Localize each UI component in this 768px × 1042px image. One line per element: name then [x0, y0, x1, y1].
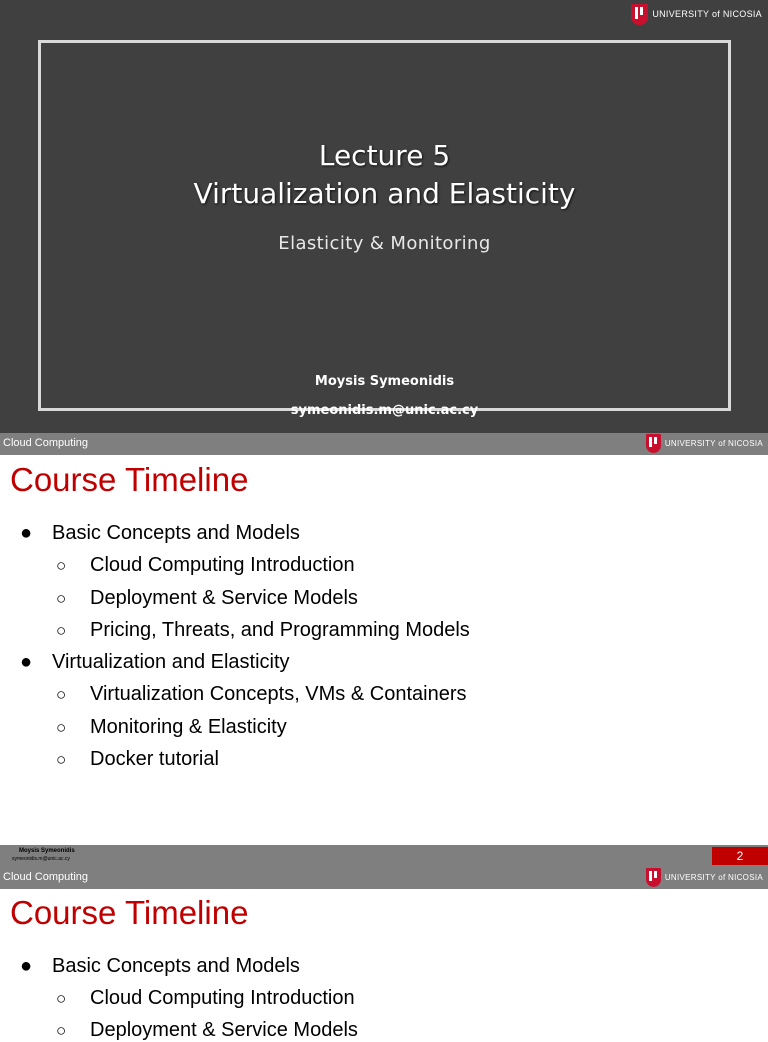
list-item — [56, 554, 355, 577]
list-item — [20, 522, 300, 545]
circle-bullet-icon: ○ — [56, 589, 67, 608]
bullet-icon: ● — [20, 651, 33, 673]
list-item-text: Virtualization Concepts, VMs & Containers — [90, 683, 467, 705]
course-label: Cloud Computing — [3, 871, 88, 883]
lecture-number: Lecture 5 — [318, 139, 451, 172]
bullet-icon: ● — [20, 522, 33, 544]
author-email: symeonidis.m@unic.ac.cy — [290, 403, 479, 418]
circle-bullet-icon: ○ — [56, 556, 67, 575]
list-item-text: Virtualization and Elasticity — [52, 651, 290, 673]
page-number: 2 — [712, 847, 768, 865]
logo-text: UNIVERSITY of NICOSIA — [652, 9, 762, 19]
list-item-text: Deployment & Service Models — [90, 587, 358, 609]
university-logo-small — [646, 868, 763, 887]
list-item-text: Basic Concepts and Models — [52, 955, 300, 977]
lecture-subtitle: Elasticity & Monitoring — [278, 233, 491, 254]
title-slide — [0, 0, 768, 433]
logo-text: UNIVERSITY of NICOSIA — [664, 873, 763, 882]
footer-email: symeonidis.m@unic.ac.cy — [12, 856, 70, 862]
logo-text: UNIVERSITY of NICOSIA — [664, 439, 763, 448]
content-slide — [0, 889, 768, 1041]
slide-header-bar — [0, 433, 768, 455]
list-item-text: Basic Concepts and Models — [52, 522, 300, 544]
list-item — [56, 619, 470, 642]
list-item — [56, 683, 467, 706]
list-item-text: Cloud Computing Introduction — [90, 987, 355, 1009]
circle-bullet-icon: ○ — [56, 1021, 67, 1040]
list-item-text: Deployment & Service Models — [90, 1019, 358, 1041]
circle-bullet-icon: ○ — [56, 621, 67, 640]
title-frame — [38, 40, 731, 418]
slide-title: Course Timeline — [10, 894, 249, 931]
shield-icon — [646, 434, 661, 453]
university-logo — [631, 3, 762, 25]
list-item-text: Cloud Computing Introduction — [90, 554, 355, 576]
list-item — [56, 587, 358, 610]
footer-author: Moysis Symeonidis — [19, 848, 75, 854]
lecture-title: Virtualization and Elasticity — [193, 177, 576, 210]
bullet-icon: ● — [20, 955, 33, 977]
author-name: Moysis Symeonidis — [314, 374, 455, 389]
list-item-text: Pricing, Threats, and Programming Models — [90, 619, 470, 641]
university-logo-small — [646, 434, 763, 453]
circle-bullet-icon: ○ — [56, 989, 67, 1008]
circle-bullet-icon: ○ — [56, 750, 67, 769]
course-label: Cloud Computing — [3, 437, 88, 449]
content-slide — [0, 455, 768, 845]
list-item-text: Monitoring & Elasticity — [90, 716, 287, 738]
slide-header-bar — [0, 867, 768, 889]
list-item — [56, 1019, 358, 1042]
list-item — [56, 716, 287, 739]
shield-icon — [631, 4, 648, 25]
slide-title: Course Timeline — [10, 461, 249, 498]
list-item — [20, 651, 290, 674]
list-item — [56, 987, 355, 1010]
list-item — [20, 955, 300, 978]
circle-bullet-icon: ○ — [56, 685, 67, 704]
list-item — [56, 748, 219, 771]
circle-bullet-icon: ○ — [56, 718, 67, 737]
shield-icon — [646, 868, 661, 887]
slide-footer-bar — [0, 845, 768, 867]
list-item-text: Docker tutorial — [90, 748, 219, 770]
